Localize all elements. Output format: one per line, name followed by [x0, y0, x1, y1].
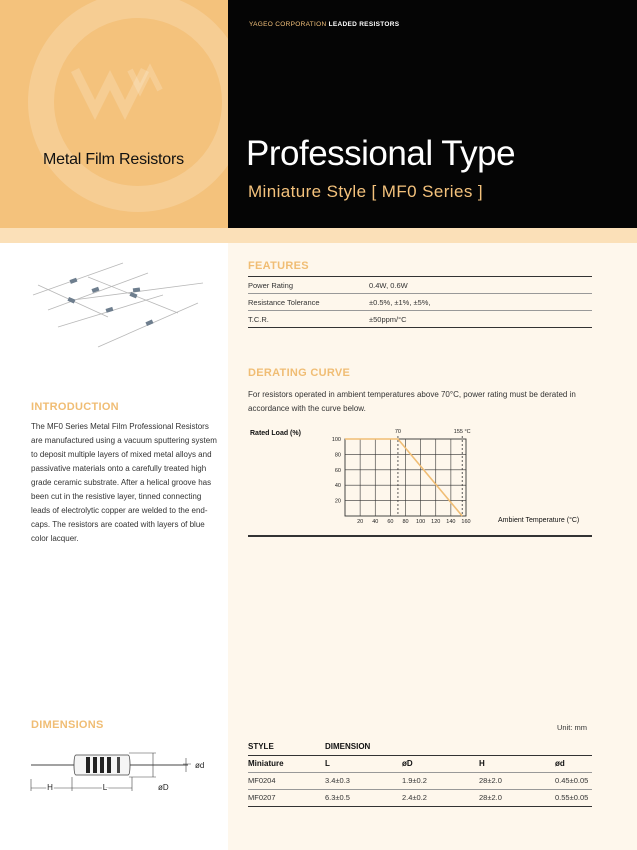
y-tick-label: 60 [334, 467, 341, 474]
x-axis-label: Ambient Temperature (°C) [498, 517, 580, 524]
col-header-d: ød [555, 755, 592, 772]
dimensions-heading: DIMENSIONS [31, 719, 104, 731]
breadcrumb-company: YAGEO CORPORATION [249, 21, 327, 28]
derating-heading: DERATING CURVE [248, 367, 351, 379]
col-header-miniature: Miniature [248, 755, 325, 772]
y-tick-label: 100 [331, 437, 341, 443]
derating-description: For resistors operated in ambient temperatures above 70°C, power rating must be derated in accordance with the curve below. [248, 390, 576, 413]
logo-icon [70, 60, 170, 120]
header-left-panel [0, 0, 228, 228]
table-header-row [248, 738, 592, 755]
header-stripe [0, 228, 637, 243]
introduction-heading: INTRODUCTION [31, 401, 119, 413]
feature-value: ±50ppm/°C [369, 314, 407, 324]
cell-l: 3.4±0.3 [325, 772, 402, 789]
col-header-l: L [325, 755, 402, 772]
table-row [248, 772, 592, 789]
marker-label-155: 155 °C [453, 429, 471, 435]
col-header-h: H [479, 755, 555, 772]
table-header-row [248, 755, 592, 772]
dim-h-label: H [47, 783, 53, 792]
page-subtitle: Miniature Style [ MF0 Series ] [248, 182, 483, 201]
cell-d: 0.55±0.05 [555, 789, 592, 806]
divider [248, 535, 592, 537]
feature-label: Resistance Tolerance [248, 294, 369, 311]
feature-value: 0.4W, 0.6W [369, 277, 592, 294]
page-title: Professional Type [246, 134, 516, 173]
introduction-text: The MF0 Series Metal Film Professional Resistors are manufactured using a vacuum sputtering system to deposit multiple layers of mixed metal alloys and passivative materials onto a carefully treated high grade ceramic substrate. After a helical groove has been cut in the resistive layer, tinned connecting leads of electrolytic copper are welded to the end-caps. The resistors are coated with layers of blue color lacquer. [31, 422, 217, 543]
dim-od-label: øD [158, 783, 169, 792]
y-tick-label: 20 [334, 498, 341, 505]
cell-l: 6.3±0.5 [325, 789, 402, 806]
feature-label: Power Rating [248, 277, 369, 294]
y-tick-label: 40 [334, 483, 341, 490]
dimension-drawing [28, 745, 213, 795]
col-header-style: STYLE [248, 738, 325, 755]
cell-h: 28±2.0 [479, 772, 555, 789]
cell-d: 0.45±0.05 [555, 772, 592, 789]
cell-od: 1.9±0.2 [402, 772, 479, 789]
feature-label: T.C.R. [248, 314, 269, 324]
x-tick-label: 140 [446, 519, 456, 525]
features-table [248, 276, 592, 328]
derating-chart [248, 420, 598, 530]
feature-value: ±0.5%, ±1%, ±5%, [369, 294, 592, 311]
dimensions-table [248, 738, 592, 807]
product-category-title: Metal Film Resistors [43, 151, 184, 168]
table-row [248, 294, 592, 311]
breadcrumb-section: LEADED RESISTORS [328, 21, 400, 28]
cell-style: MF0207 [248, 789, 325, 806]
table-row [248, 789, 592, 806]
cell-od: 2.4±0.2 [402, 789, 479, 806]
resistors-image [28, 255, 213, 355]
marker-label-70: 70 [394, 429, 401, 435]
dim-l-label: L [102, 783, 108, 792]
x-tick-label: 80 [402, 519, 409, 525]
x-tick-label: 100 [416, 519, 426, 525]
table-row [248, 311, 592, 328]
col-header-od: øD [402, 755, 479, 772]
x-tick-label: 60 [387, 519, 394, 525]
cell-h: 28±2.0 [479, 789, 555, 806]
dim-d-label: ød [195, 761, 205, 770]
unit-label: Unit: mm [557, 723, 587, 732]
x-tick-label: 20 [357, 519, 364, 525]
col-header-dimension: DIMENSION [325, 738, 592, 755]
x-tick-label: 160 [461, 519, 471, 525]
breadcrumb [249, 21, 399, 28]
features-heading: FEATURES [248, 260, 309, 272]
table-row [248, 277, 592, 294]
y-axis-label: Rated Load (%) [250, 430, 301, 437]
x-tick-label: 120 [431, 519, 441, 525]
derating-curve [345, 439, 462, 516]
y-tick-label: 80 [334, 452, 341, 459]
cell-style: MF0204 [248, 772, 325, 789]
x-tick-label: 40 [372, 519, 379, 525]
